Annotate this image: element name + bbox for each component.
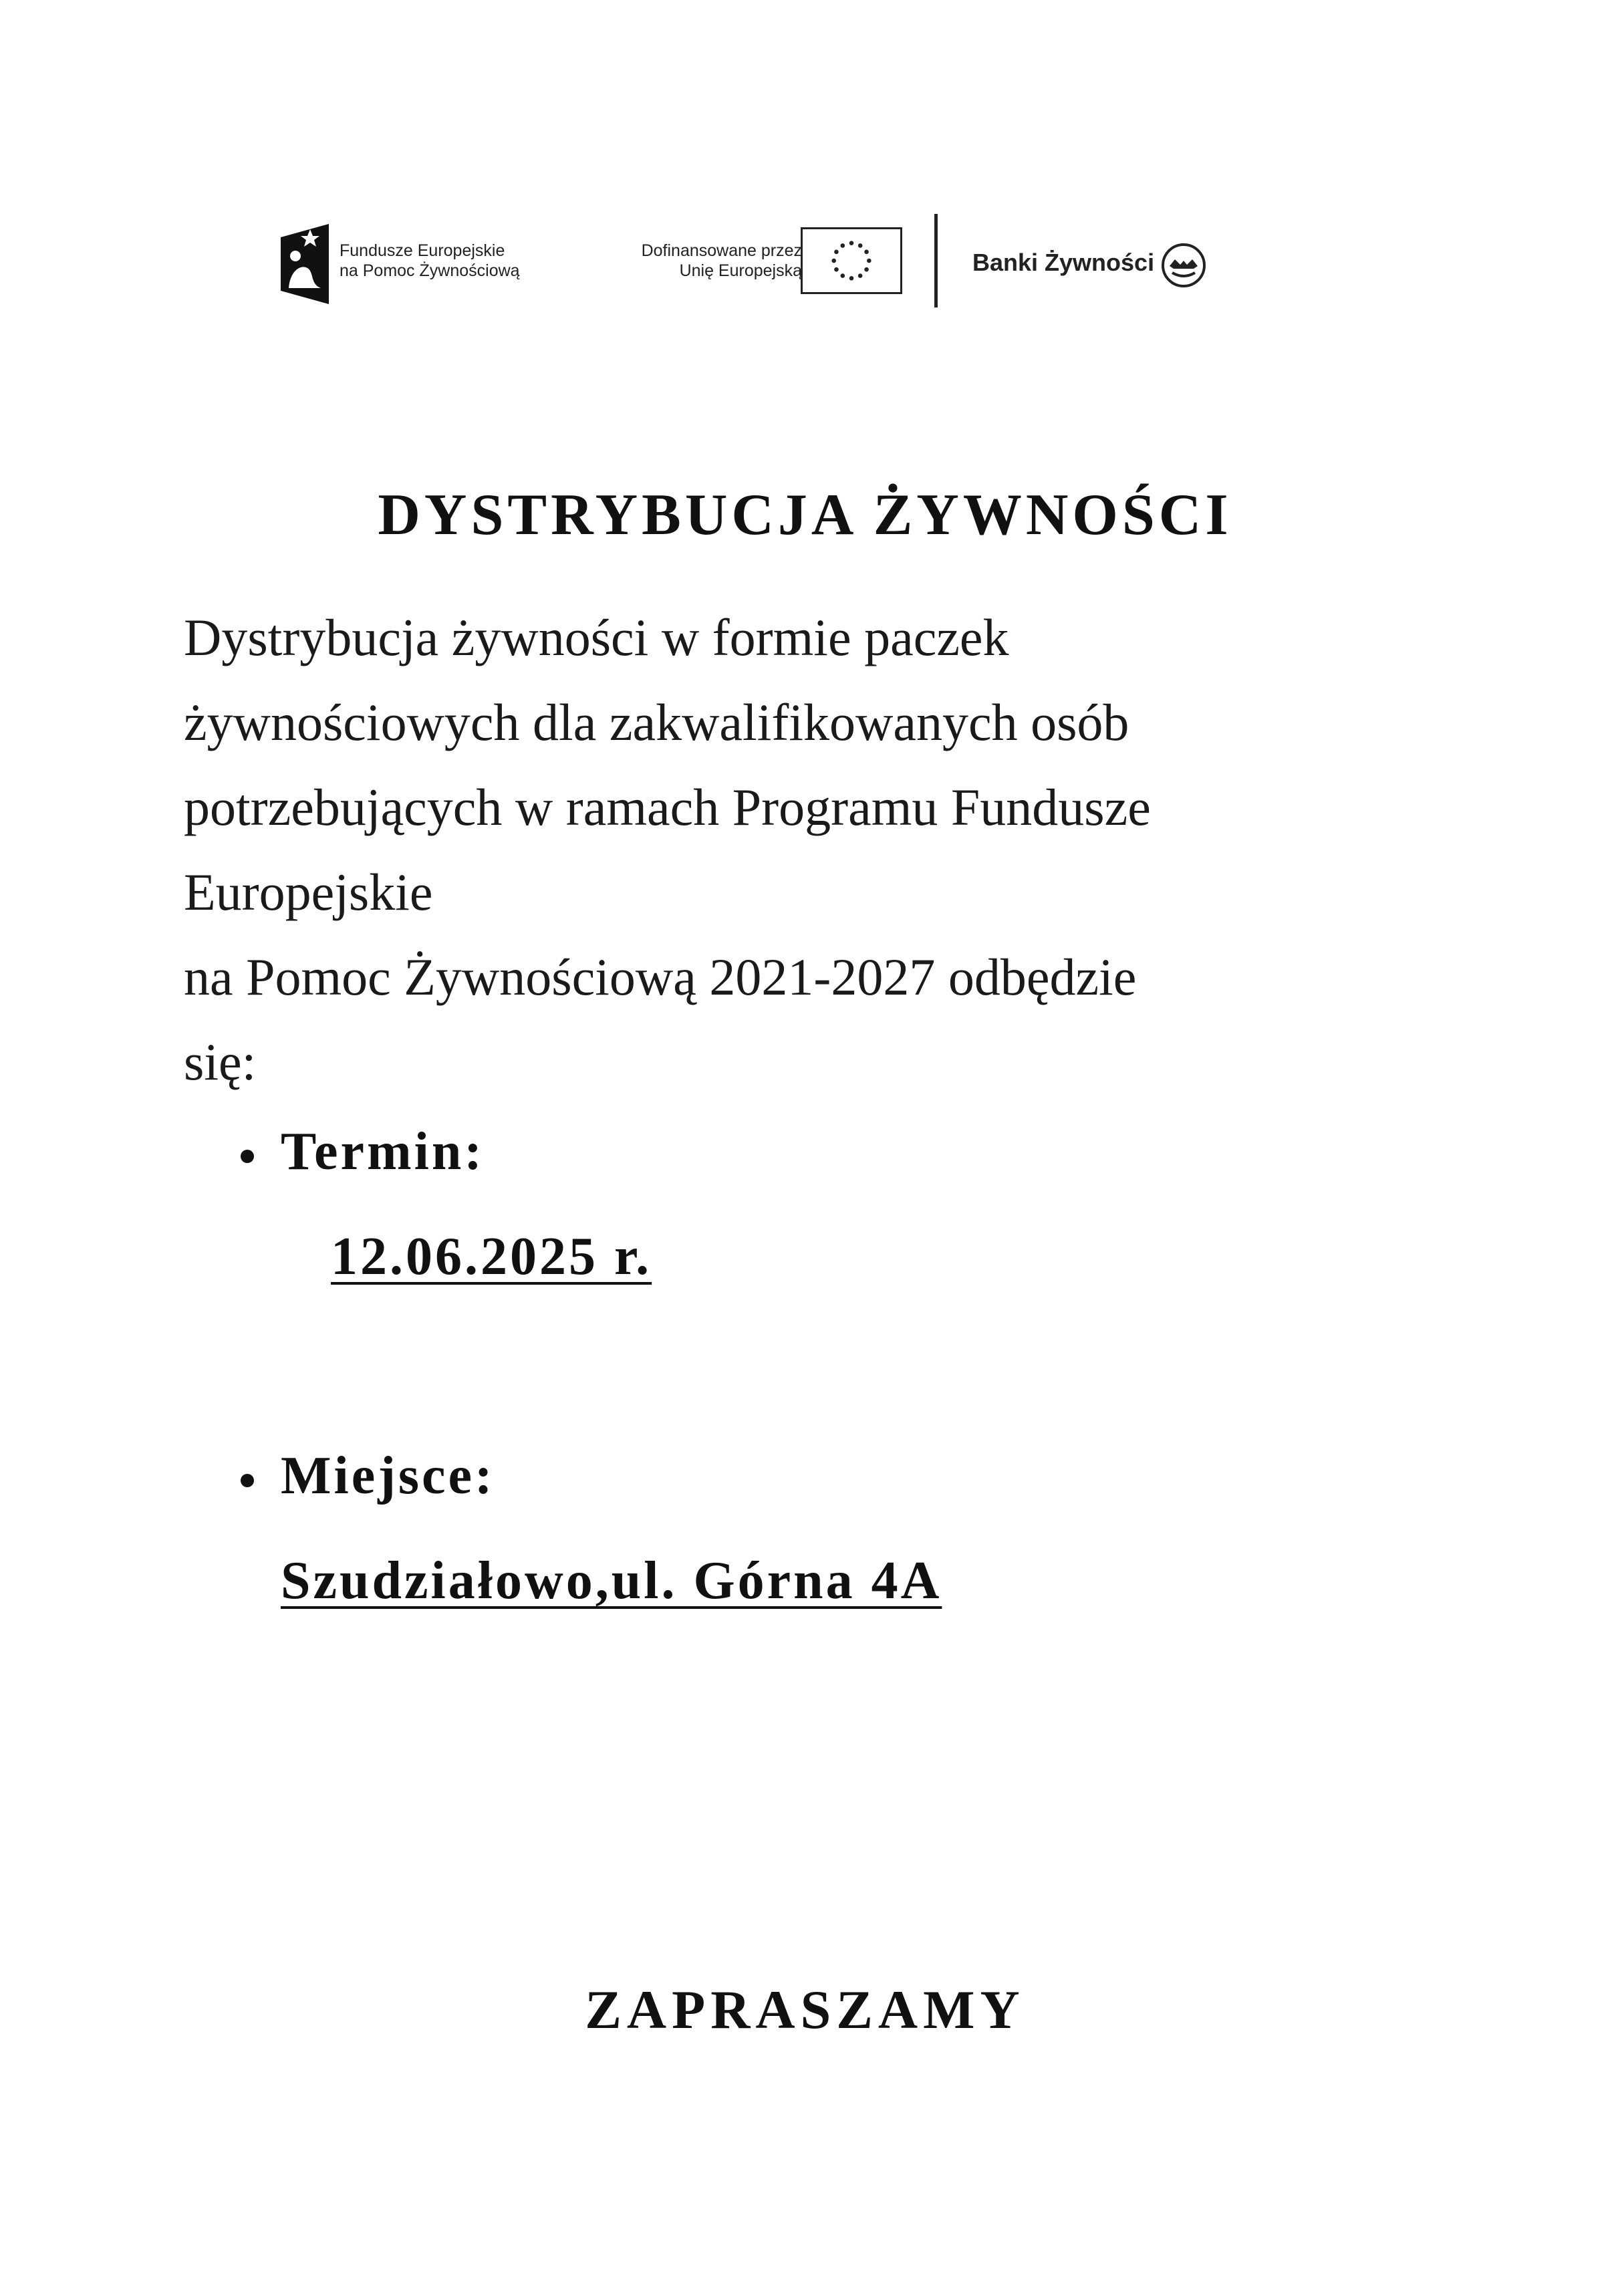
fe-logo-line2: na Pomoc Żywnościową bbox=[340, 261, 520, 280]
eu-text-line1: Dofinansowane przez bbox=[641, 241, 802, 260]
logo-bar bbox=[281, 214, 1216, 307]
description-line: na Pomoc Żywnościową 2021-2027 odbędzie bbox=[184, 948, 1137, 1006]
banki-zywnosci-label: Banki Żywności bbox=[972, 249, 1155, 276]
description-line: żywnościowych dla zakwalifikowanych osób bbox=[184, 693, 1129, 751]
fe-logo-line1: Fundusze Europejskie bbox=[340, 241, 505, 260]
page-title: DYSTRYBUCJA ŻYWNOŚCI bbox=[378, 483, 1232, 547]
place-value: Szudziałowo,ul. Górna 4A bbox=[281, 1551, 942, 1610]
banki-zywnosci-logo-icon bbox=[1160, 242, 1207, 289]
description-line: Europejskie bbox=[184, 863, 433, 921]
eu-flag-icon bbox=[801, 227, 902, 294]
date-value: 12.06.2025 r. bbox=[331, 1227, 652, 1286]
description-line: potrzebujących w ramach Programu Fundusze bbox=[184, 778, 1151, 836]
description-line: Dystrybucja żywności w formie paczek bbox=[184, 608, 1009, 666]
logo-divider bbox=[934, 214, 938, 307]
eu-cofinancing-text bbox=[595, 241, 802, 281]
bullet-icon bbox=[241, 1150, 254, 1163]
fe-logo-text bbox=[340, 241, 520, 281]
closing-text: ZAPRASZAMY bbox=[585, 1979, 1025, 2040]
bullet-icon bbox=[241, 1474, 254, 1487]
eu-text-line2: Unię Europejską bbox=[679, 261, 802, 280]
place-label: Miejsce: bbox=[281, 1446, 495, 1505]
fundusze-europejskie-logo-icon bbox=[281, 224, 329, 304]
description-line: się: bbox=[184, 1033, 257, 1091]
description-paragraph bbox=[184, 595, 1494, 1104]
date-label: Termin: bbox=[281, 1122, 485, 1181]
